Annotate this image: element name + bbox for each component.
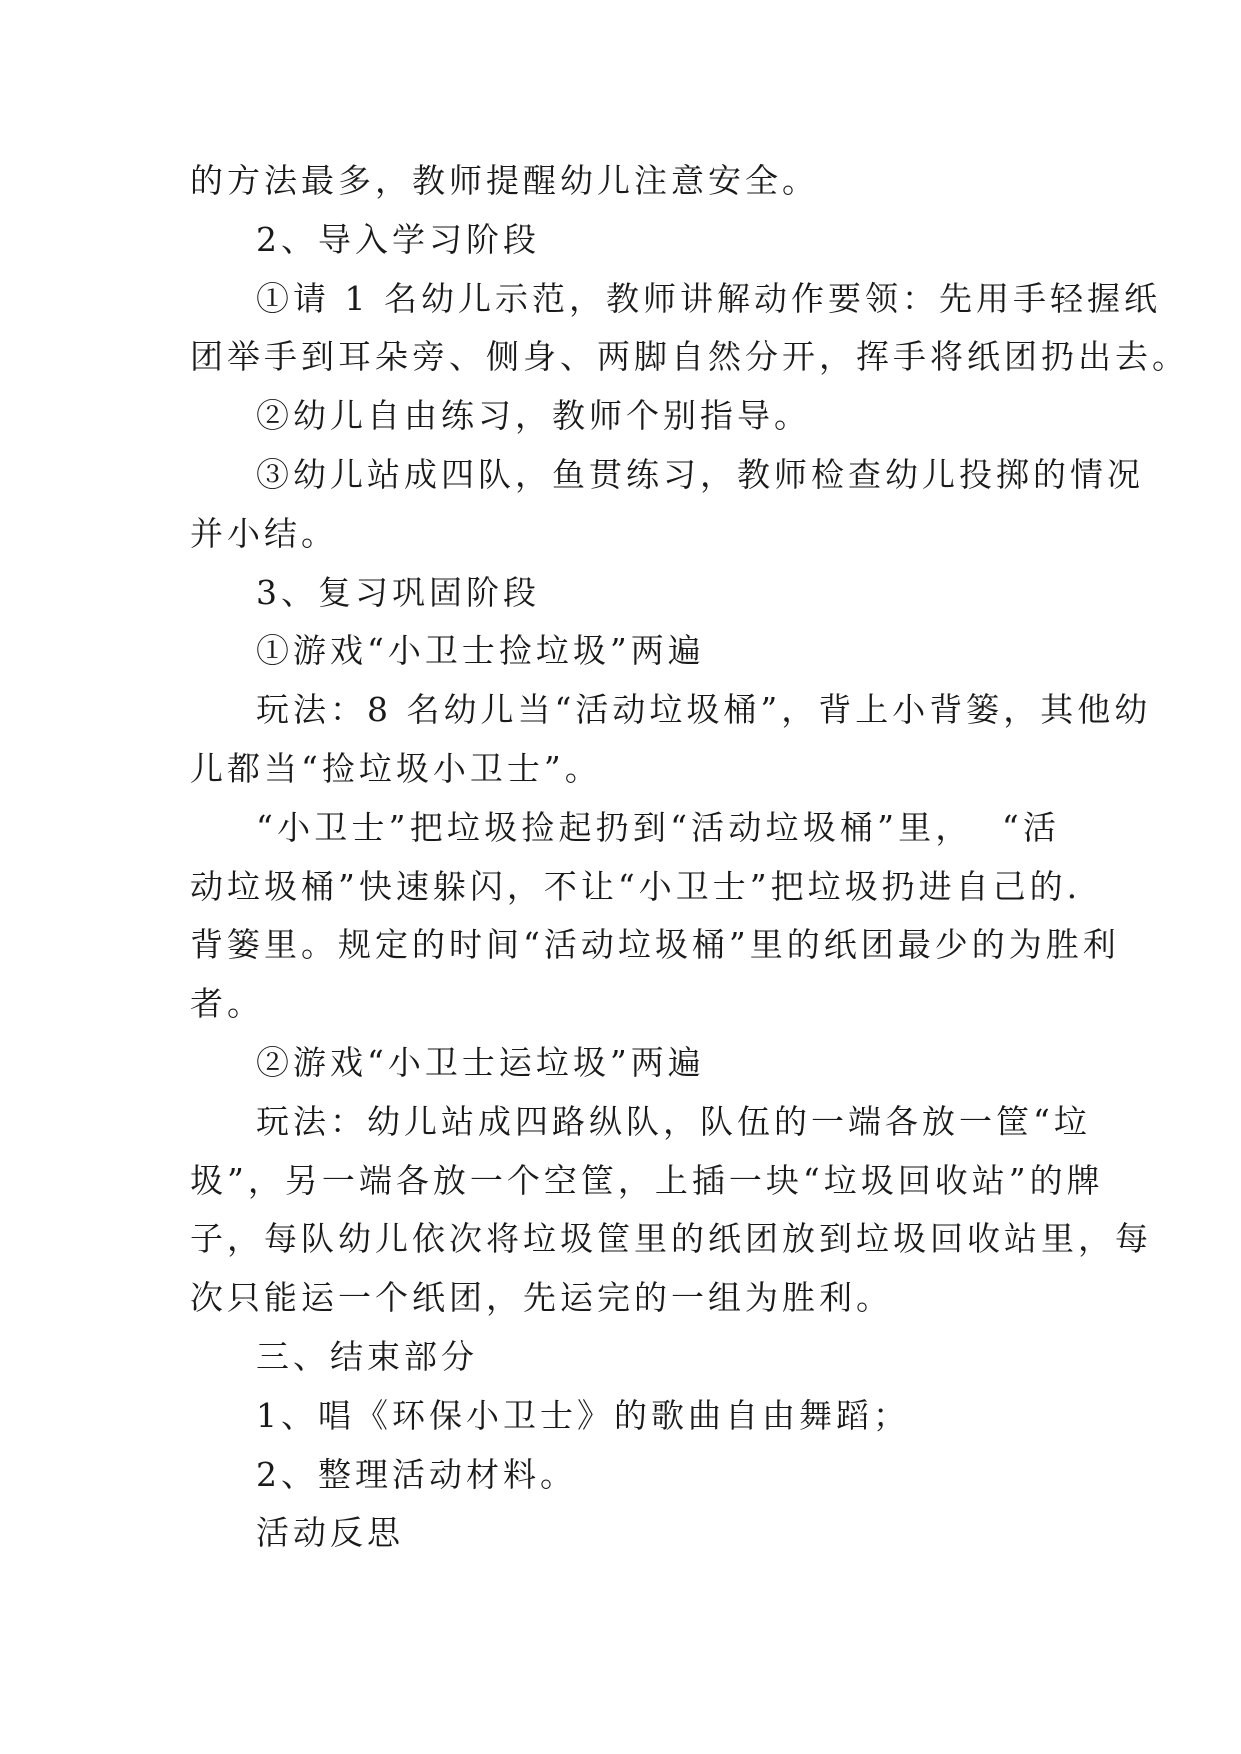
text-line: ①游戏“小卫士捡垃圾”两遍 [256,631,705,671]
text-line: 并小结。 [190,513,338,553]
text-line: 背篓里。规定的时间“活动垃圾桶”里的纸团最少的为胜利 [190,925,1120,965]
text-line: 儿都当“捡垃圾小卫士”。 [190,748,602,788]
text-line: 者。 [190,984,264,1024]
section-heading: 3、复习巩固阶段 [256,572,540,612]
text-line: “小卫士”把垃圾捡起扔到“活动垃圾桶”里， “活 [256,807,1060,847]
text-line: 玩法：幼儿站成四路纵队，队伍的一端各放一筐“垃 [256,1101,1091,1141]
text-line: 1、唱《环保小卫士》的歌曲自由舞蹈； [256,1395,910,1435]
text-line: ②幼儿自由练习，教师个别指导。 [256,396,811,436]
text-line: 的方法最多，教师提醒幼儿注意安全。 [190,161,819,200]
section-heading: 三、结束部分 [256,1336,478,1376]
section-heading: 2、导入学习阶段 [256,219,540,259]
text-line: ③幼儿站成四队，鱼贯练习，教师检查幼儿投掷的情况 [256,454,1144,494]
text-line: 玩法：8 名幼儿当“活动垃圾桶”，背上小背篓，其他幼 [256,690,1152,730]
text-line: 动垃圾桶”快速躲闪，不让“小卫士”把垃圾扔进自己的. [190,866,1082,906]
text-line: 2、整理活动材料。 [256,1454,577,1494]
text-line: 子，每队幼儿依次将垃圾筐里的纸团放到垃圾回收站里，每 [190,1219,1152,1259]
body-text [190,152,1189,1563]
section-heading: 活动反思 [256,1513,404,1553]
text-line: 圾”，另一端各放一个空筐，上插一块“垃圾回收站”的牌 [190,1160,1104,1200]
text-line: 次只能运一个纸团，先运完的一组为胜利。 [190,1278,893,1318]
text-line: 团举手到耳朵旁、侧身、两脚自然分开，挥手将纸团扔出去。 [190,337,1189,377]
text-line: ①请 1 名幼儿示范，教师讲解动作要领：先用手轻握纸 [256,278,1161,318]
text-line: ②游戏“小卫士运垃圾”两遍 [256,1042,705,1082]
